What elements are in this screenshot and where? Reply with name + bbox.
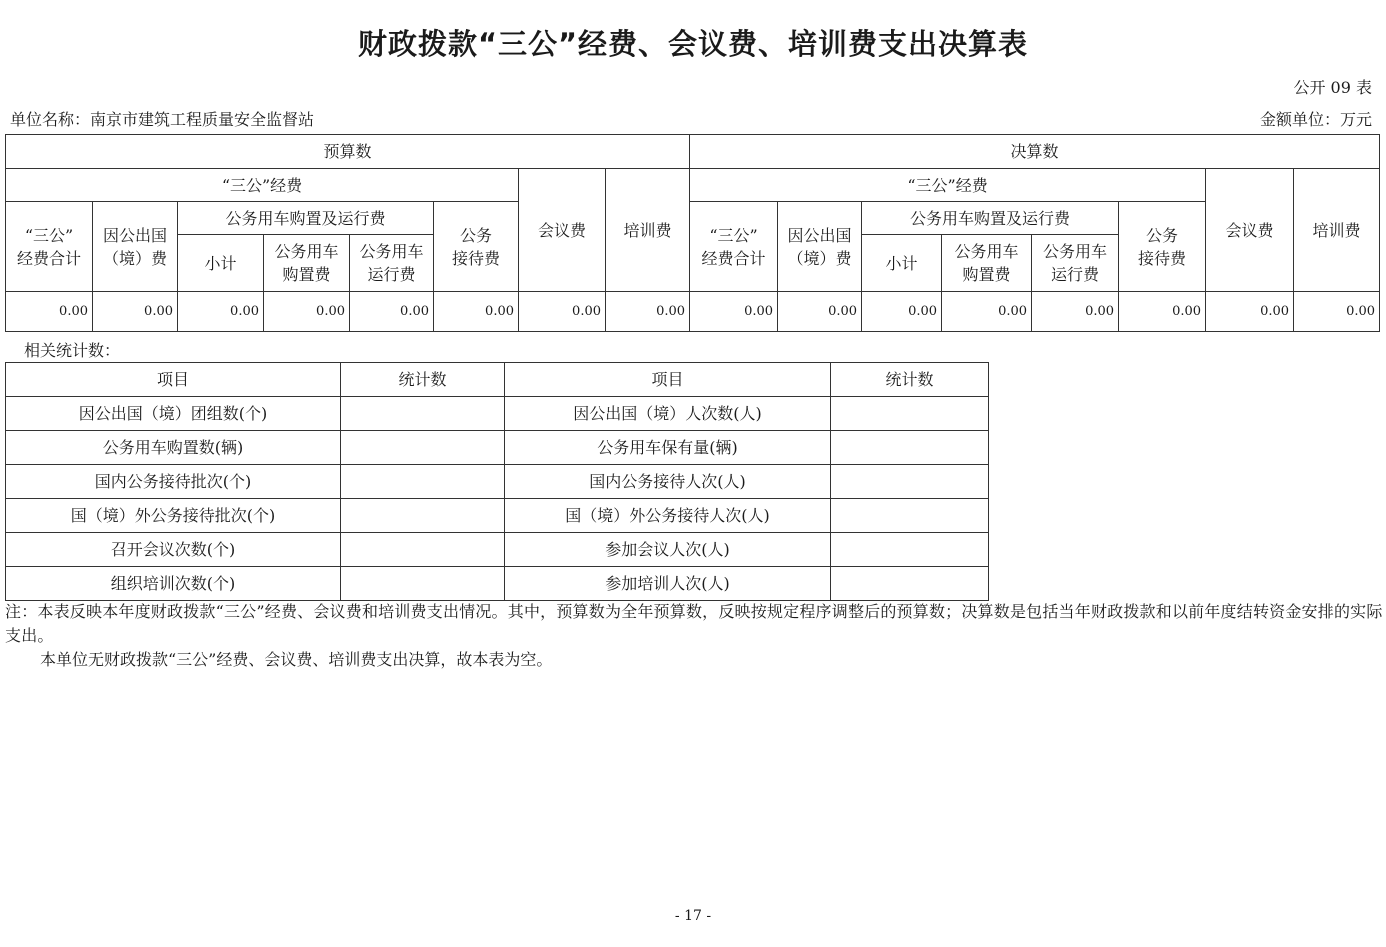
table-row [6, 397, 989, 431]
value-cell: 0.00 [1206, 292, 1294, 332]
value-cell: 0.00 [350, 292, 434, 332]
stats-table [5, 362, 989, 601]
final-total-header: “三公” 经费合计 [690, 202, 778, 292]
budget-header: 预算数 [6, 135, 690, 169]
value-cell: 0.00 [6, 292, 93, 332]
value-cell: 0.00 [264, 292, 350, 332]
final-training-header: 培训费 [1294, 169, 1380, 292]
unit-name: 单位名称：南京市建筑工程质量安全监督站 [10, 110, 315, 129]
expenditure-table [5, 134, 1380, 332]
value-cell: 0.00 [1119, 292, 1206, 332]
budget-subtotal-header: 小计 [178, 235, 264, 292]
stats-item-label: 公务用车保有量(辆) [505, 431, 831, 465]
stats-item-label: 国（境）外公务接待批次(个) [6, 499, 341, 533]
value-cell: 0.00 [519, 292, 606, 332]
budget-total-header: “三公” 经费合计 [6, 202, 93, 292]
stats-count-cell [831, 465, 989, 499]
budget-vehicle-purchase-header: 公务用车 购置费 [264, 235, 350, 292]
stats-count-cell [831, 431, 989, 465]
value-cell: 0.00 [778, 292, 862, 332]
page-title: 财政拨款“三公”经费、会议费、培训费支出决算表 [357, 27, 1029, 61]
final-meeting-header: 会议费 [1206, 169, 1294, 292]
stats-item-label: 因公出国（境）人次数(人) [505, 397, 831, 431]
footnote: 注：本表反映本年度财政拨款“三公”经费、会议费和培训费支出情况。其中，预算数为全年预算数，反映按规定程序调整后的预算数；决算数是包括当年财政拨款和以前年度结转资金安排的实际支出。 [5, 602, 1383, 645]
budget-reception-header: 公务 接待费 [434, 202, 519, 292]
value-cell: 0.00 [93, 292, 178, 332]
page-number: - 17 - [674, 908, 712, 924]
stats-count-cell [831, 499, 989, 533]
stats-header-item: 项目 [6, 363, 341, 397]
stats-count-cell [831, 567, 989, 601]
stats-item-label: 参加培训人次(人) [505, 567, 831, 601]
stats-count-cell [341, 431, 505, 465]
table-row [6, 533, 989, 567]
stats-header-count: 统计数 [831, 363, 989, 397]
final-vehicle-purchase-header: 公务用车 购置费 [942, 235, 1032, 292]
final-reception-header: 公务 接待费 [1119, 202, 1206, 292]
table-row [6, 465, 989, 499]
empty-statement: 本单位无财政拨款“三公”经费、会议费、培训费支出决算，故本表为空。 [40, 650, 553, 669]
budget-meeting-header: 会议费 [519, 169, 606, 292]
stats-item-label: 国内公务接待批次(个) [6, 465, 341, 499]
final-vehicle-operation-header: 公务用车 运行费 [1032, 235, 1119, 292]
stats-header-count: 统计数 [341, 363, 505, 397]
budget-abroad-header: 因公出国 （境）费 [93, 202, 178, 292]
value-cell: 0.00 [690, 292, 778, 332]
stats-count-cell [341, 499, 505, 533]
budget-training-header: 培训费 [606, 169, 690, 292]
stats-item-label: 因公出国（境）团组数(个) [6, 397, 341, 431]
amount-unit: 金额单位：万元 [1259, 110, 1372, 129]
value-cell: 0.00 [1294, 292, 1380, 332]
table-row [6, 431, 989, 465]
stats-count-cell [341, 533, 505, 567]
budget-sangong-header: “三公”经费 [6, 169, 519, 202]
related-stats-label: 相关统计数： [24, 341, 121, 360]
value-cell: 0.00 [862, 292, 942, 332]
stats-count-cell [831, 533, 989, 567]
stats-count-cell [341, 567, 505, 601]
stats-item-label: 国（境）外公务接待人次(人) [505, 499, 831, 533]
budget-vehicle-header: 公务用车购置及运行费 [178, 202, 434, 235]
stats-item-label: 召开会议次数(个) [6, 533, 341, 567]
final-sangong-header: “三公”经费 [690, 169, 1206, 202]
final-subtotal-header: 小计 [862, 235, 942, 292]
form-number: 公开 09 表 [1293, 78, 1372, 97]
stats-item-label: 国内公务接待人次(人) [505, 465, 831, 499]
final-abroad-header: 因公出国 （境）费 [778, 202, 862, 292]
stats-header-item: 项目 [505, 363, 831, 397]
stats-item-label: 公务用车购置数(辆) [6, 431, 341, 465]
value-cell: 0.00 [1032, 292, 1119, 332]
table-row [6, 499, 989, 533]
budget-vehicle-operation-header: 公务用车 运行费 [350, 235, 434, 292]
value-cell: 0.00 [434, 292, 519, 332]
stats-item-label: 组织培训次数(个) [6, 567, 341, 601]
stats-count-cell [831, 397, 989, 431]
value-cell: 0.00 [606, 292, 690, 332]
value-cell: 0.00 [178, 292, 264, 332]
stats-count-cell [341, 465, 505, 499]
table-row [6, 567, 989, 601]
stats-count-cell [341, 397, 505, 431]
value-cell: 0.00 [942, 292, 1032, 332]
final-header: 决算数 [690, 135, 1380, 169]
final-vehicle-header: 公务用车购置及运行费 [862, 202, 1119, 235]
stats-item-label: 参加会议人次(人) [505, 533, 831, 567]
